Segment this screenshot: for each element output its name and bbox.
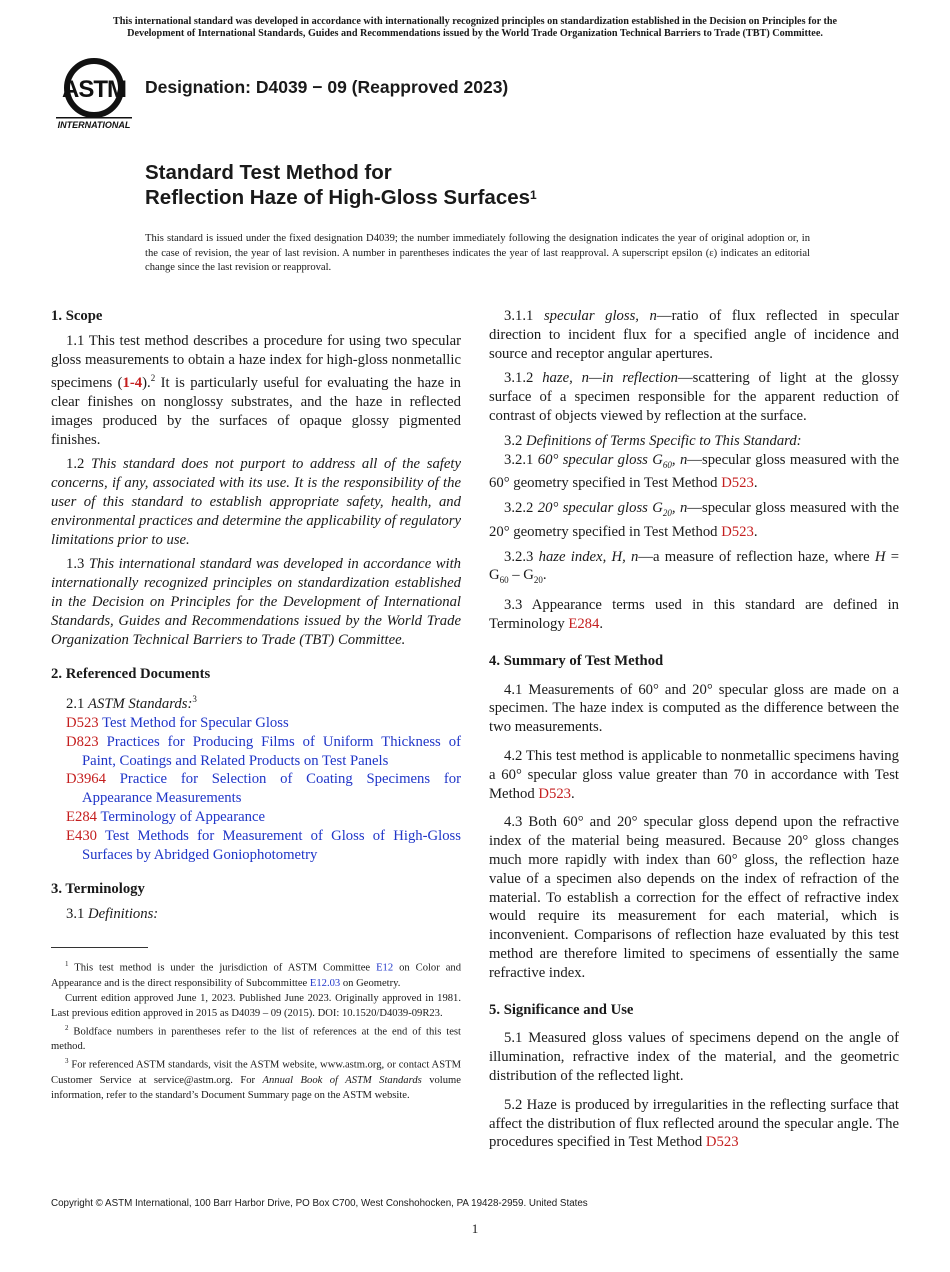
summary-4-2: 4.2 This test method is applicable to nonmetallic specimens having a 60° specular gloss value greater than 70 in accordance with Test Method D523. [489,747,899,802]
scope-1-3: 1.3 This international standard was developed in accordance with internationally recognized principles on standardization established in the Decision on Principles for the Development of International Standards, Guides and Recommendations issued by the World Trade Organization Technical Barriers to Trade (TBT) Committee. [51,556,461,648]
footnote-1: $^1$ This test method is under the jurisdiction of ASTM Committee E12 on Color and Appearance and is the direct responsibility of Subcommittee E12.03 on Geometry. [51,960,461,989]
ref-doc[interactable] [51,827,461,865]
ref-doc-title: Test Method for Specular Gloss [102,714,289,731]
left-column [51,307,461,924]
d523-link[interactable]: D523 [705,1134,739,1151]
d523-link[interactable]: D523 [721,523,754,540]
ref-doc-code: D523 [66,714,99,731]
ref-doc[interactable] [51,714,461,733]
reference-link[interactable]: 1-4 [122,375,143,392]
d523-link[interactable]: D523 [538,785,572,802]
significance-5-1: 5.1 Measured gloss values of specimens depend on the angle of illumination, refractive index of the material, and the geometric distribution of the reflected light. [489,1030,899,1084]
astm-logo [52,55,136,131]
section-significance-heading: 5. Significance and Use [489,1001,634,1018]
summary-4-1: 4.1 Measurements of 60° and 20° specular gloss are made on a specimen. The haze index is computed as the difference between the two measurements. [489,681,899,736]
significance-5-2: 5.2 Haze is produced by irregularities in the reflecting surface that affect the distribution of flux reflected around the specular angle. The procedures specified in Test Method D523 [489,1096,899,1151]
right-column [489,307,899,1152]
committee-link[interactable]: E12 [376,962,394,974]
terminology-3-1: 3.1 Definitions: [66,906,159,923]
document-title [145,160,537,210]
ref-doc-title: Test Methods for Measurement of Gloss of High-Gloss Surfaces by Abridged Goniophotometry [82,827,461,863]
ref-doc-code: E284 [66,808,98,825]
scope-1-1: 1.1 This test method describes a procedure for using two specular gloss measurements to obtain a haze index for high-gloss nonmetallic specimens (1-4).$^2$ It is particularly useful for evaluating the haze in clear finishes on nonglossy substrates, and the haze in reflected images produced by the surfaces of opaque glossy pigmented finishes. [51,332,461,448]
term-3-2-3: 3.2.3 haze index, H, n—a measure of reflection haze, where $H = G_{60} - G_{20}$. [489,548,899,586]
footnote-divider [51,947,148,948]
copyright: Copyright © ASTM International, 100 Barr Harbor Drive, PO Box C700, West Conshohocken, PA 19428-2959. United States [51,1198,588,1209]
ref-doc[interactable] [51,808,461,827]
term-3-1-1: 3.1.1 specular gloss, n—ratio of flux reflected in specular direction to incident flux for a specified angle of incidence and source and receptor angular apertures. [489,308,900,362]
footnote-3: $^3$ For referenced ASTM standards, visit the ASTM website, www.astm.org, or contact ASTM Customer Service at service@astm.org. For Annual Book of ASTM Standards volume information, refer to the standard’s Document Summary page on the ASTM website. [51,1057,461,1101]
title-footnote-mark: 1 [530,188,537,202]
ref-doc-code: E430 [66,827,98,844]
footnote-1-edition: Current edition approved June 1, 2023. Published June 2023. Originally approved in 1981. Last previous edition approved in 2015 as D4039 – 09 (2015). DOI: 10.1520/D4039-09R23. [51,992,461,1019]
astm-standards-label: 2.1 ASTM Standards:$^3$ [66,694,197,713]
tbt-notice-line1: This international standard was developed in accordance with internationally recognized principles on standardization established in the Decision on Principles for the [112,16,838,27]
section-referenced-heading: 2. Referenced Documents [51,666,211,683]
subcommittee-link[interactable]: E12.03 [309,977,341,989]
ref-doc-title: Terminology of Appearance [100,808,265,825]
page-number: 1 [471,1221,479,1236]
tbt-notice [45,16,905,40]
ref-doc-title: Practice for Selection of Coating Specimens for Appearance Measurements [82,771,461,807]
designation: Designation: D4039 − 09 (Reapproved 2023) [145,77,509,97]
term-3-3: 3.3 Appearance terms used in this standard are defined in Terminology E284. [489,597,899,632]
tbt-notice-line2: Development of International Standards, Guides and Recommendations issued by the World Trade Organization Technical Barriers to Trade (TBT) Committee. [127,28,823,39]
ref-doc-code: D3964 [66,771,106,788]
term-3-2-1: 3.2.1 60° specular gloss $G_{60}$, n—specular gloss measured with the 60° geometry specified in Test Method D523. [489,451,900,492]
logo-subtext: INTERNATIONAL [57,120,131,130]
e284-link[interactable]: E284 [568,615,600,632]
footnote-2: $^2$ Boldface numbers in parentheses refer to the list of references at the end of this test method. [51,1023,461,1053]
title-line1: Standard Test Method for [145,161,392,184]
ref-doc-title: Practices for Producing Films of Uniform Thickness of Paint, Coatings and Related Products on Test Panels [82,733,462,769]
d523-link[interactable]: D523 [721,475,754,492]
issuance-note: This standard is issued under the fixed designation D4039; the number immediately following the designation indicates the year of original adoption or, in the case of revision, the year of last revision. A number in parentheses indicates the year of last reapproval. A superscript epsilon (ε) indicates an editorial change since the last revision or reapproval. [145,233,810,274]
scope-1-2: 1.2 This standard does not purport to address all of the safety concerns, if any, associated with its use. It is the responsibility of the user of this standard to establish appropriate safety, health, and environmental practices and determine the applicability of regulatory limitations prior to use. [51,456,462,548]
section-terminology-heading: 3. Terminology [51,881,145,898]
title-line2: Reflection Haze of High-Gloss Surfaces$^1$ [145,186,537,209]
ref-doc[interactable] [51,770,461,808]
term-3-2-2: 3.2.2 20° specular gloss $G_{20}$, n—specular gloss measured with the 20° geometry specified in Test Method D523. [489,500,900,540]
summary-4-3: 4.3 Both 60° and 20° specular gloss depend upon the refractive index of the material being measured. Because 20° gloss changes much more rapidly with index than 60° gloss, the reflection haze value of a specimen also depends on the index of refraction of the material. To establish a correction for the effect of refractive index would require its measurement for each material, which is inconvenient. Comparisons of reflection haze evaluated by this test method are therefore limited to specimens of essentially the same refractive index. [489,814,899,981]
logo-text: ASTM [62,76,126,103]
section-scope-heading: 1. Scope [51,308,103,324]
footnotes [51,957,461,1103]
ref-doc-code: D823 [66,733,99,750]
ref-doc[interactable] [51,733,461,771]
term-3-1-2: 3.1.2 haze, n—in reflection—scattering of light at the glossy surface of a specimen responsible for the apparent reduction of contrast of objects viewed by reflection at the surface. [489,370,899,424]
section-summary-heading: 4. Summary of Test Method [489,652,664,669]
term-3-2: 3.2 Definitions of Terms Specific to This Standard: [504,432,802,449]
